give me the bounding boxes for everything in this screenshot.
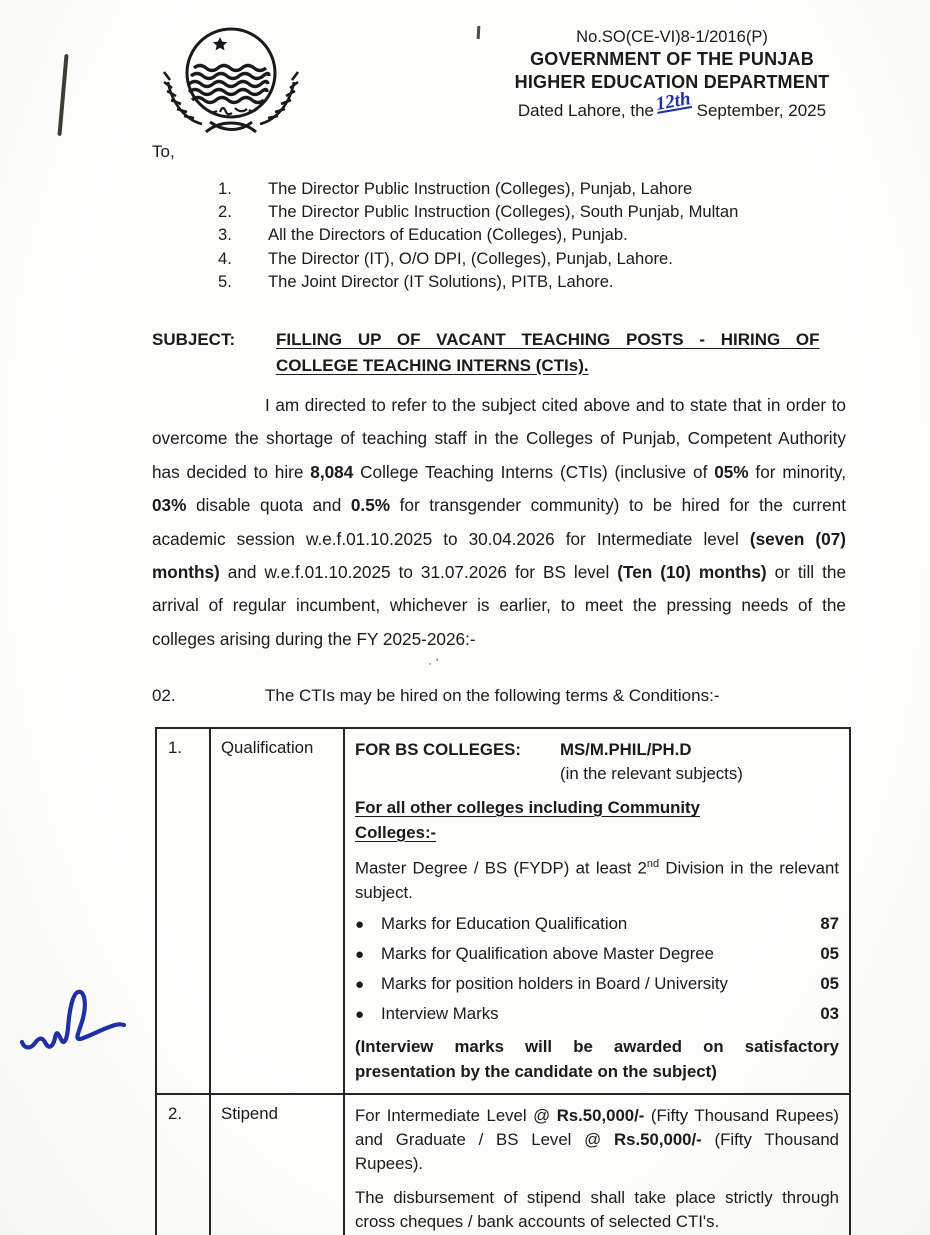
- ink-speck: ·': [428, 656, 443, 670]
- bullet-icon: ●: [355, 975, 365, 993]
- stipend-amount-paragraph: [355, 1104, 839, 1176]
- body-text: College Teaching Interns (CTIs) (inclusive of: [353, 461, 715, 482]
- ribbon-cross: [206, 122, 256, 132]
- degree-text: Division in the relevant subject.: [355, 858, 839, 902]
- river-waves: [189, 66, 269, 103]
- bs-duration: (Ten (10) months): [617, 562, 767, 583]
- crescent-star-icon: [213, 37, 244, 65]
- other-colleges-heading: For all other colleges including Community Colleges:-: [355, 798, 700, 842]
- bs-colleges-line: [355, 738, 839, 786]
- list-item: [355, 1004, 839, 1025]
- handwritten-signature: [14, 980, 134, 1072]
- marks-breakdown-list: [355, 914, 839, 1025]
- list-item: [218, 200, 868, 223]
- marks-value: 03: [820, 1003, 839, 1023]
- body-paragraph: [152, 389, 846, 656]
- terms-intro: [152, 686, 852, 706]
- date-rest: September, 2025: [696, 101, 827, 120]
- ordinal-suffix: nd: [646, 858, 660, 870]
- body-text: and w.e.f.01.10.2025 to 31.07.2026 for BS level: [219, 562, 618, 583]
- transgender-quota: 0.5%: [350, 495, 391, 516]
- department-title: HIGHER EDUCATION DEPARTMENT: [514, 72, 830, 92]
- recipient-text: The Director Public Instruction (Colleges), Punjab, Lahore: [268, 179, 693, 198]
- terms-intro-text: The CTIs may be hired on the following terms & Conditions:-: [265, 686, 720, 705]
- recipient-list: [218, 177, 868, 293]
- list-item: [355, 914, 839, 935]
- marks-value: 05: [820, 973, 839, 993]
- handwritten-day: 12th: [654, 88, 693, 115]
- list-item: [218, 177, 868, 200]
- date-prefix: Dated Lahore, the: [517, 101, 655, 120]
- stipend-label-cell: Stipend: [209, 1093, 343, 1235]
- stipend-text: (Fifty Thousand Rupees).: [355, 1129, 839, 1173]
- to-label: To,: [152, 142, 175, 161]
- degree-requirement: [355, 852, 839, 905]
- item-number: 4.: [218, 248, 232, 268]
- bs-stipend-amount: Rs.50,000/-: [614, 1129, 702, 1149]
- recipient-text: The Joint Director (IT Solutions), PITB, Lahore.: [268, 271, 614, 291]
- list-item: [218, 247, 868, 270]
- terms-table: [155, 727, 851, 1235]
- bullet-icon: ●: [355, 945, 365, 963]
- disable-quota: 03%: [152, 495, 187, 516]
- body-text: for transgender community) to be hired for the current academic session w.e.f.01.10.2025 to 30.04.2026 for Intermediate level: [152, 495, 846, 549]
- marks-label: Interview Marks: [381, 1003, 499, 1023]
- minority-quota: 05%: [714, 461, 749, 482]
- cti-count: 8,084: [310, 461, 354, 482]
- intermediate-stipend-amount: Rs.50,000/-: [556, 1105, 645, 1125]
- marks-label: Marks for position holders in Board / University: [381, 973, 728, 993]
- list-item: [218, 270, 868, 293]
- punjab-government-crest-logo: [150, 20, 314, 138]
- government-title: GOVERNMENT OF THE PUNJAB: [530, 49, 814, 69]
- subject-text: [276, 327, 848, 378]
- item-number: 5.: [218, 271, 232, 291]
- list-item: [355, 974, 839, 995]
- qualification-content-cell: [343, 729, 849, 1093]
- marks-label: Marks for Education Qualification: [381, 913, 628, 933]
- row-number-cell: 1.: [168, 738, 182, 757]
- reference-number: No.SO(CE-VI)8-1/2016(P): [576, 28, 768, 46]
- list-item: [218, 223, 868, 246]
- marks-value: 05: [820, 943, 839, 963]
- item-number: 3.: [218, 225, 232, 245]
- subject-line-2: COLLEGE TEACHING INTERNS (CTIs).: [276, 355, 589, 375]
- stipend-text: For Intermediate Level @: [355, 1105, 557, 1125]
- row-number-cell: 2.: [157, 1093, 209, 1235]
- body-text: disable quota and: [186, 495, 351, 516]
- bs-colleges-heading: FOR BS COLLEGES:: [355, 740, 521, 759]
- item-number: 2.: [218, 202, 232, 222]
- item-number: 1.: [218, 179, 232, 198]
- body-text: or till the arrival of regular incumbent, whichever is earlier, to meet the pressing needs of the colleges arising during the FY 2025-2026:-: [152, 562, 846, 649]
- recipient-text: All the Directors of Education (Colleges), Punjab.: [268, 225, 628, 245]
- recipient-text: The Director Public Instruction (Colleges), South Punjab, Multan: [268, 202, 739, 222]
- bullet-icon: ●: [355, 915, 365, 933]
- stipend-text: (Fifty Thousand Rupees) and Graduate / BS Level @: [355, 1105, 839, 1149]
- bs-degree-value: MS/M.PHIL/PH.D: [560, 740, 692, 759]
- interview-note: (Interview marks will be awarded on satisfactory presentation by the candidate on the subject): [355, 1036, 839, 1081]
- recipient-text: The Director (IT), O/O DPI, (Colleges), Punjab, Lahore.: [268, 248, 673, 268]
- pen-stroke-mark: [57, 54, 68, 136]
- letterhead: [498, 27, 846, 121]
- bs-degree-subnote: (in the relevant subjects): [560, 764, 743, 783]
- paragraph-number: 02.: [152, 686, 176, 705]
- marks-label: Marks for Qualification above Master Degree: [381, 943, 714, 963]
- intermediate-duration: (seven (07) months): [152, 528, 846, 583]
- degree-text: Master Degree / BS (FYDP) at least 2: [355, 858, 647, 878]
- bullet-icon: ●: [355, 1005, 365, 1023]
- bs-colleges-value: [560, 738, 743, 786]
- subject-label: SUBJECT:: [152, 330, 236, 349]
- stipend-content-cell: [343, 1093, 849, 1235]
- scan-artifact-mark: [477, 26, 481, 39]
- marks-value: 87: [820, 913, 839, 933]
- disbursement-paragraph: The disbursement of stipend shall take place strictly through cross cheques / bank accounts of selected CTI's.: [355, 1187, 839, 1231]
- subject-line-1: FILLING UP OF VACANT TEACHING POSTS - HIRING OF: [276, 330, 820, 349]
- subject-block: [152, 327, 848, 378]
- list-item: [355, 944, 839, 965]
- body-text: I am directed to refer to the subject cited above and to state that in order to overcome the shortage of teaching staff in the Colleges of Punjab, Competent Authority has decided to hire: [152, 395, 846, 482]
- body-text: for minority,: [748, 461, 846, 482]
- qualification-label-cell: Qualification: [209, 729, 343, 1093]
- date-line: [498, 88, 846, 121]
